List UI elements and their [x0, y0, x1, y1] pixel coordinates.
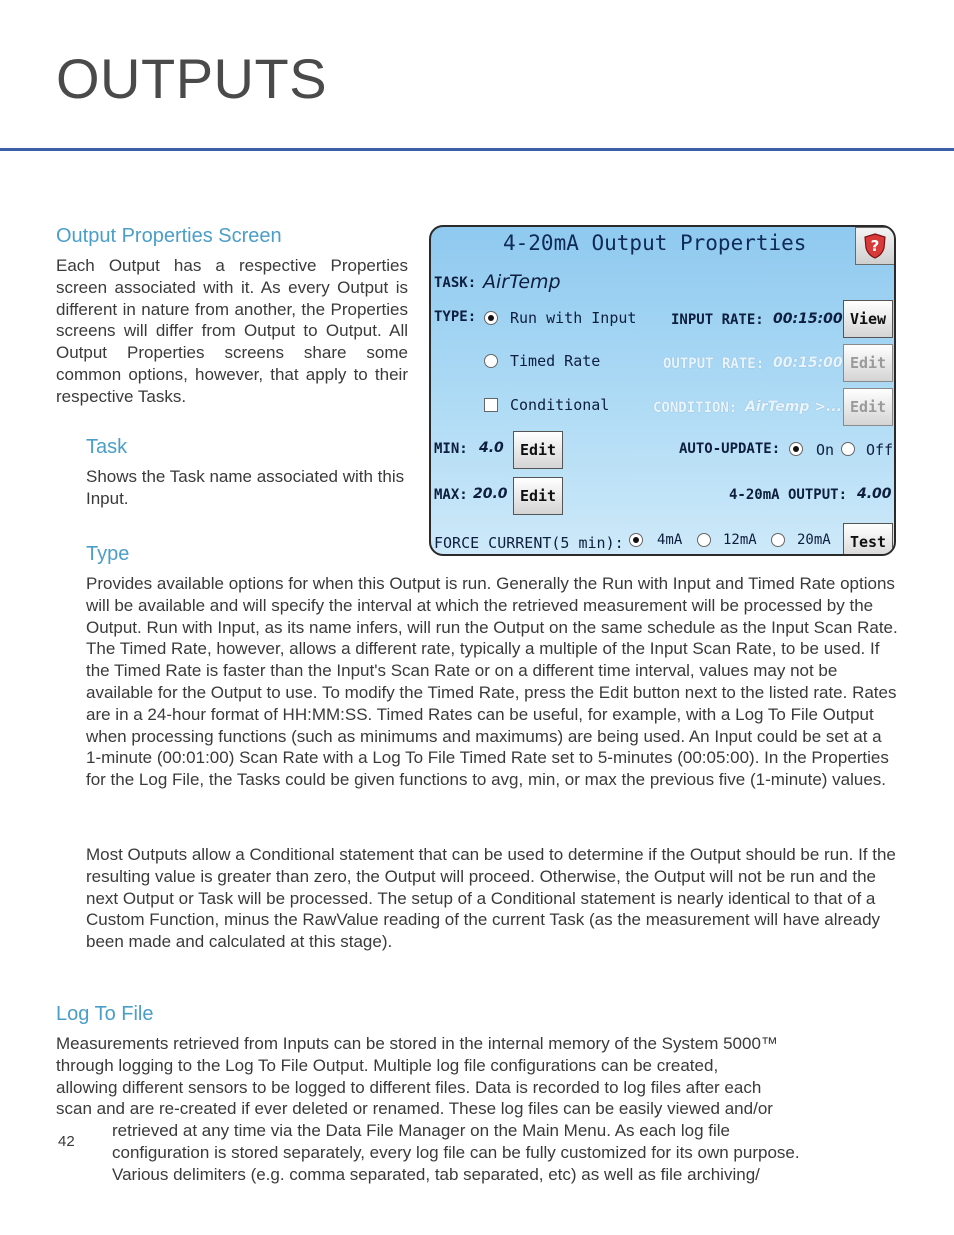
page-title: OUTPUTS — [56, 47, 328, 110]
subheading-task: Task — [86, 436, 128, 458]
timed-rate-radio[interactable] — [484, 354, 498, 368]
conditional-description: Most Outputs allow a Conditional statement that can be used to determine if the Output should be run. If the resulting value is greater than zero, the Output will proceed. Otherwise, the Output will not be run and the next Output or Task will be processed. The setup of a Conditional statement is nearly identical to that of a Custom Function, minus the RawValue reading of the current Task (as the measurement will have already been made and calculated at this stage). — [86, 845, 896, 952]
max-edit-button[interactable]: Edit — [513, 477, 563, 515]
section-heading-log-to-file: Log To File — [56, 1003, 154, 1025]
auto-update-off-label: Off — [866, 441, 894, 459]
task-value: AirTemp — [483, 271, 561, 293]
text-line: retrieved at any time via the Data File Manager on the Main Menu. As each log file — [112, 1121, 730, 1141]
run-with-input-radio[interactable] — [484, 311, 498, 325]
text-line: allowing different sensors to be logged to different files. Data is recorded to log files after each — [56, 1077, 762, 1097]
force-12ma-radio[interactable] — [697, 533, 711, 547]
task-label: TASK: — [434, 275, 477, 291]
text-line: scan and are re-created if ever deleted or renamed. These log files can be easily viewed and/or — [56, 1099, 773, 1119]
page-number: 42 — [58, 1133, 75, 1150]
min-value: 4.0 — [479, 440, 504, 456]
text-line: Various delimiters (e.g. comma separated, tab separated, etc) as well as file archiving/ — [112, 1164, 760, 1184]
input-rate-value: 00:15:00 — [773, 311, 843, 327]
svg-text:?: ? — [870, 237, 880, 255]
text-line: configuration is stored separately, every log file can be fully customized for its own purpose. — [112, 1142, 800, 1162]
help-button[interactable] — [855, 227, 895, 265]
condition-edit-button[interactable]: Edit — [843, 388, 893, 426]
subheading-type: Type — [86, 543, 130, 565]
type-label: TYPE: — [434, 309, 477, 325]
output-rate-edit-button[interactable]: Edit — [843, 344, 893, 382]
auto-update-label: AUTO-UPDATE: — [679, 441, 781, 457]
log-to-file-text — [56, 1033, 896, 1186]
screen-title: 4-20mA Output Properties — [503, 231, 807, 255]
auto-update-on-label: On — [816, 441, 835, 459]
auto-update-on-radio[interactable] — [789, 442, 803, 456]
section-heading-output-properties: Output Properties Screen — [56, 225, 282, 247]
input-rate-label: INPUT RATE: — [671, 312, 764, 328]
help-shield-icon — [862, 232, 888, 260]
output-value: 4.00 — [857, 486, 892, 502]
max-value: 20.0 — [473, 486, 508, 502]
force-current-label: FORCE CURRENT(5 min): — [434, 534, 624, 552]
condition-label: CONDITION: — [653, 400, 738, 416]
force-4ma-radio[interactable] — [629, 533, 643, 547]
task-description: Shows the Task name associated with this Input. — [86, 467, 405, 508]
text-line: Measurements retrieved from Inputs can be stored in the internal memory of the System 5000™ — [56, 1034, 778, 1053]
run-with-input-label: Run with Input — [510, 309, 637, 327]
conditional-checkbox[interactable] — [484, 398, 498, 412]
auto-update-off-radio[interactable] — [841, 442, 855, 456]
title-rule — [0, 148, 954, 151]
force-20ma-radio[interactable] — [771, 533, 785, 547]
output-rate-label: OUTPUT RATE: — [663, 356, 765, 372]
force-20ma-label: 20mA — [797, 532, 831, 548]
type-description: Provides available options for when this Output is run. Generally the Run with Input and Timed Rate options will be available and will specify the interval at which the retrieved measurement will be processed by the Output. Run with Input, as its name infers, will run the Output on the same schedule as the Input Scan Rate. The Timed Rate, however, allows a different rate, typically a multiple of the Input Scan Rate, to be used. If the Timed Rate is faster than the Input's Scan Rate or on a different time interval, values may not be available for the Output to use. To modify the Timed Rate, press the Edit button next to the listed rate. Rates are in a 24-hour format of HH:MM:SS. Timed Rates can be useful, for example, with a Log To File Output when processing functions (such as minimums and maximums) are being used. An Input could be set at a 1-minute (00:01:00) Scan Rate with a Log To File Timed Rate set to 5-minutes (00:05:00). In the Properties for the Log File, the Tasks could be given functions to avg, min, or max the previous five (1-minute) values. — [86, 574, 898, 790]
min-edit-button[interactable]: Edit — [513, 431, 563, 469]
force-4ma-label: 4mA — [657, 532, 683, 548]
view-button[interactable]: View — [843, 300, 893, 338]
max-label: MAX: — [434, 487, 468, 503]
condition-value: AirTemp >... — [745, 399, 842, 415]
timed-rate-label: Timed Rate — [510, 352, 601, 370]
output-properties-intro: Each Output has a respective Properties screen associated with it. As every Output is different in nature from another, the Properties screens will differ from Output to Output. All Output Properties screens share some common options, however, that apply to their respective Tasks. — [56, 256, 408, 406]
min-label: MIN: — [434, 441, 468, 457]
test-button[interactable]: Test — [843, 523, 893, 556]
force-12ma-label: 12mA — [723, 532, 757, 548]
output-properties-screenshot — [429, 225, 896, 556]
conditional-label: Conditional — [510, 396, 610, 414]
output-rate-value: 00:15:00 — [773, 355, 843, 371]
output-label: 4-20mA OUTPUT: — [729, 487, 848, 503]
text-line: through logging to the Log To File Output. Multiple log file configurations can be created, — [56, 1055, 719, 1075]
